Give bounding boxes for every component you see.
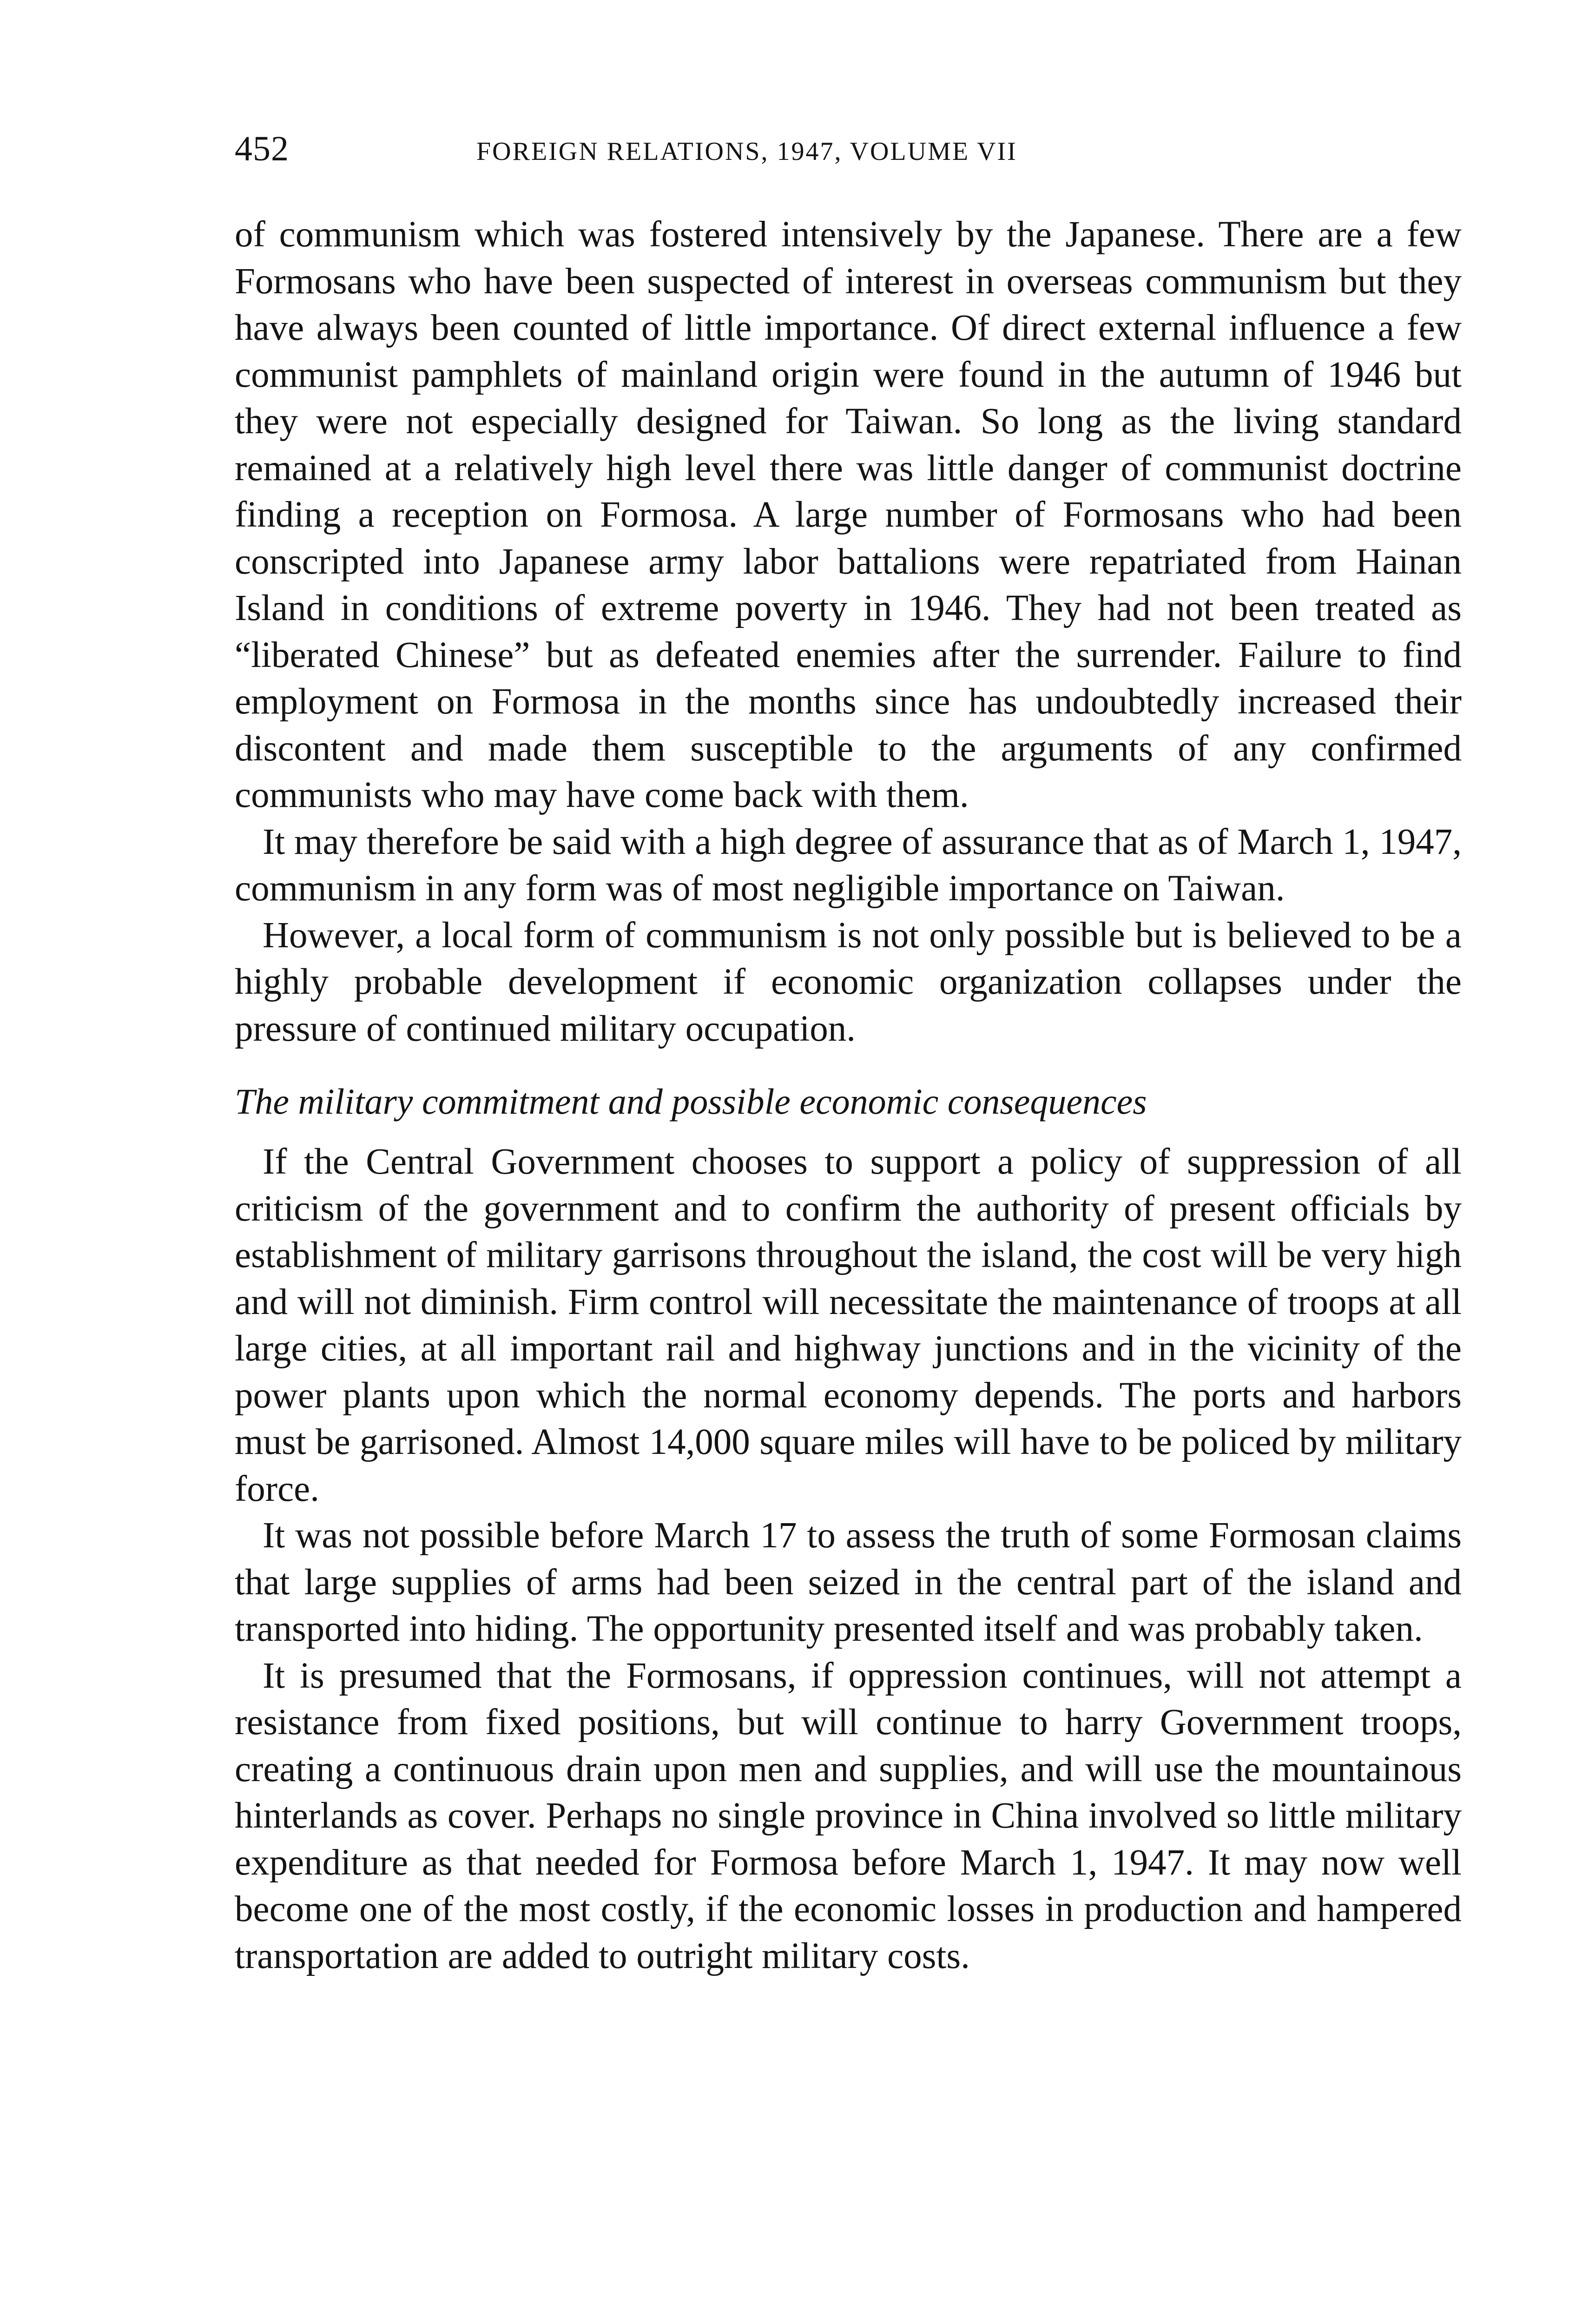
running-title: FOREIGN RELATIONS, 1947, VOLUME VII — [476, 137, 1017, 166]
paragraph: It was not possible before March 17 to assess the truth of some Formosan claims that large supplies of arms had been seized in the central part of the island and transported into hiding. The opportunity presented itself and was probably taken. — [235, 1515, 1462, 1649]
paragraph: It is presumed that the Formosans, if oppression continues, will not attempt a resistance from fixed positions, but will continue to harry Government troops, creating a continuous drain upon men and supplies, and will use the mountainous hinterlands as cover. Perhaps no single province in China involved so little military expenditure as that needed for Formosa before March 1, 1947. It may now well become one of the most costly, if the economic losses in production and hampered transportation are added to outright military costs. — [235, 1655, 1462, 1976]
body-text — [235, 211, 1462, 1980]
running-head — [235, 123, 1359, 174]
paragraph: of communism which was fostered intensively by the Japanese. There are a few Formosans who have been suspected of interest in overseas communism but they have always been counted of little importance. Of direct external influence a few communist pamphlets of mainland origin were found in the autumn of 1946 but they were not especially designed for Taiwan. So long as the living standard remained at a relatively high level there was little danger of communist doctrine finding a reception on Formosa. A large number of Formosans who had been conscripted into Japanese army labor battalions were repatriated from Hainan Island in conditions of extreme poverty in 1946. They had not been treated as “liberated Chinese” but as defeated enemies after the surrender. Failure to find employment on Formosa in the months since has undoubtedly increased their discontent and made them susceptible to the arguments of any confirmed communists who may have come back with them. — [235, 214, 1462, 815]
section-heading: The military commitment and possible economic consequences — [235, 1081, 1147, 1122]
paragraph: If the Central Government chooses to support a policy of suppression of all criticism of the government and to confirm the authority of present officials by establishment of military garrisons throughout the island, the cost will be very high and will not diminish. Firm control will necessitate the maintenance of troops at all large cities, at all important rail and highway junctions and in the vicinity of the power plants upon which the normal economy depends. The ports and harbors must be garrisoned. Almost 14,000 square miles will have to be policed by military force. — [235, 1142, 1462, 1509]
paragraph: It may therefore be said with a high degree of assurance that as of March 1, 1947, communism in any form was of most negligible importance on Taiwan. — [235, 821, 1462, 909]
paragraph: However, a local form of communism is not only possible but is believed to be a highly probable development if economic organization collapses under the pressure of continued military occupation. — [235, 915, 1462, 1049]
page-number: 452 — [235, 129, 289, 168]
